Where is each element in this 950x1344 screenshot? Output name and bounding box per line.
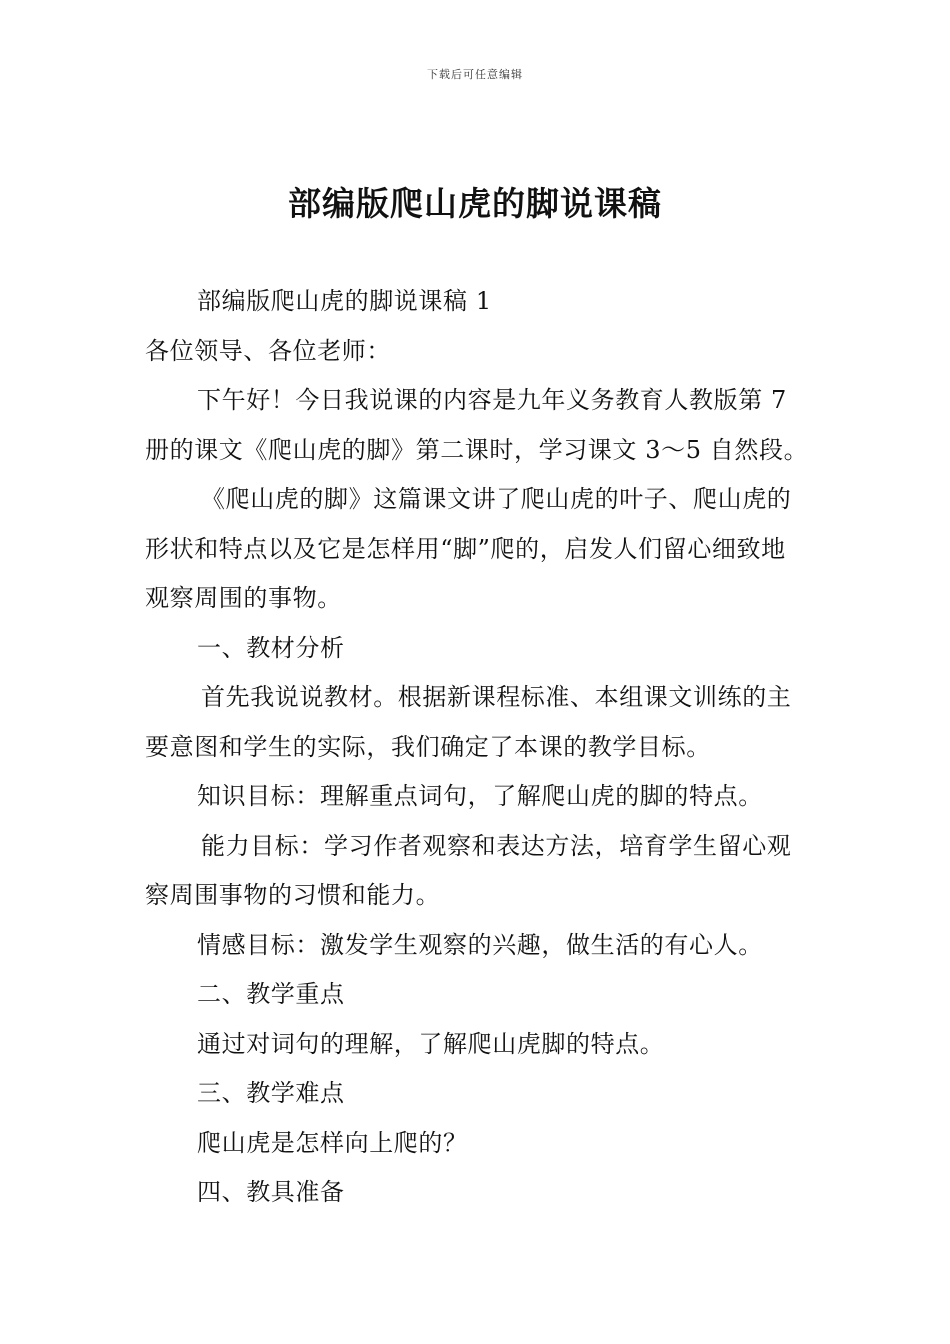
body-paragraph: 情感目标：激发学生观察的兴趣，做生活的有心人。	[197, 930, 763, 959]
body-paragraph: 能力目标：学习作者观察和表达方法，培育学生留心观察周围事物的习惯和能力。	[145, 831, 792, 909]
body-paragraph: 知识目标：理解重点词句，了解爬山虎的脚的特点。	[197, 782, 763, 810]
body-paragraph: 下午好！今日我说课的内容是九年义务教育人教版第 7 册的课文《爬山虎的脚》第二课时，学习课文 3～5 自然段。	[145, 386, 809, 464]
body-paragraph: 首先我说说教材。根据新课程标准、本组课文训练的主要意图和学生的实际，我们确定了本课的教学目标。	[145, 683, 792, 761]
subtitle-paragraph: 部编版爬山虎的脚说课稿 1	[197, 287, 492, 315]
greeting-paragraph: 各位领导、各位老师：	[145, 336, 391, 365]
section-heading: 三、教学难点	[197, 1079, 345, 1107]
header-note: 下载后可任意编辑	[427, 68, 523, 81]
document-body	[145, 277, 810, 1218]
section-heading: 一、教材分析	[197, 633, 345, 662]
section-heading: 四、教具准备	[197, 1178, 345, 1206]
body-paragraph: 通过对词句的理解，了解爬山虎脚的特点。	[197, 1029, 665, 1058]
section-heading: 二、教学重点	[197, 980, 345, 1008]
body-paragraph: 爬山虎是怎样向上爬的？	[197, 1128, 468, 1157]
document-title: 部编版爬山虎的脚说课稿	[288, 184, 662, 223]
body-paragraph: 《爬山虎的脚》这篇课文讲了爬山虎的叶子、爬山虎的形状和特点以及它是怎样用“脚”爬的，启发人们留心细致地观察周围的事物。	[145, 485, 792, 612]
